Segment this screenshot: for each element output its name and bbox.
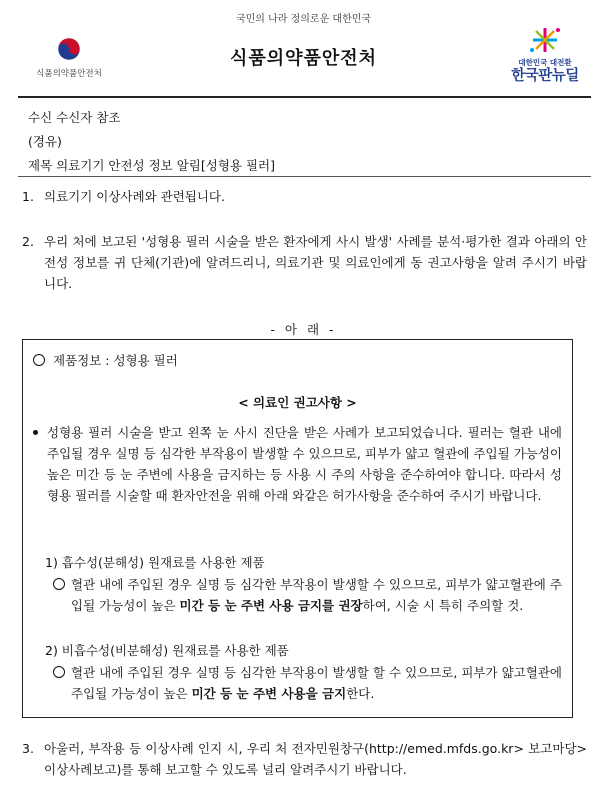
paragraph-2 [22, 231, 587, 294]
paragraph-text: 아울러, 부작용 등 이상사례 인지 시, 우리 처 전자민원창구(http://emed.mfds.go.kr> 보고마당>이상사례보고)를 통해 보고할 수 있도록 널리 알려주시기 바랍니다. [44, 741, 587, 777]
recommendation-title: < 의료인 권고사항 > [238, 395, 357, 410]
bullet-text: 성형용 필러 시술을 받고 왼쪽 눈 사시 진단을 받은 사례가 보고되었습니다. 필러는 혈관 내에 주입될 경우 실명 등 심각한 부작용이 발생할 수 있으므로, 피부가 얇고 혈관에 주입될 가능성이 높은 미간 등 눈 주변에 사용을 금지하는 등 사용 시 주의 사항을 준수하여야 합니다. 따라서 성형용 필러를 시술할 때 환자안전을 위해 아래 와같은 허가사항을 준수하여 주시기 바랍니다. [47, 425, 562, 503]
subject-divider [18, 176, 591, 177]
new-deal-subtitle: 대한민국 대전환 [518, 58, 572, 67]
item-1-text-b: 하여, 시술 시 특히 주의할 것. [362, 598, 524, 613]
product-info [33, 350, 562, 371]
circle-bullet-icon [33, 354, 45, 366]
item-1-emphasis: 미간 등 눈 주변 사용 금지를 권장 [179, 598, 363, 613]
item-2 [53, 662, 562, 704]
new-deal-sparkle-icon [525, 26, 565, 54]
item-2-title: 2) 비흡수성(비분해성) 원재료를 사용한 제품 [45, 643, 289, 658]
paragraph-text: 우리 처에 보고된 '성형용 필러 시술을 받은 환자에게 사시 발생' 사례를 분석·평가한 결과 아래의 안전성 정보를 귀 단체(기관)에 알려드리니, 의료기관 및 의료인에게 동 권고사항을 알려 주시기 바랍니다. [44, 234, 587, 291]
item-1-text-a: 혈관 내에 주입된 경우 실명 등 심각한 부작용이 발생할 수 있으므로, 피부가 얇고혈관에 주입될 가능성이 높은 [71, 577, 562, 613]
paragraph-1 [22, 186, 587, 207]
recommendation-bullet [33, 422, 562, 506]
paragraph-number: 3. [22, 741, 34, 756]
agency-title: 식품의약품안전처 [229, 48, 378, 69]
item-2-text-b: 한다. [346, 686, 375, 701]
paragraph-text: 의료기기 이상사례와 관련됩니다. [44, 189, 225, 204]
bullet-dot-icon [33, 430, 38, 435]
item-2-emphasis: 미간 등 눈 주변 사용을 금지 [191, 686, 347, 701]
product-info-text: 제품정보 : 성형용 필러 [53, 353, 178, 368]
subject-line: 제목 의료기기 안전성 정보 알림[성형용 필러] [28, 158, 275, 173]
below-marker: - 아 래 - [270, 322, 337, 337]
paragraph-3 [22, 738, 587, 780]
header-divider [18, 96, 591, 98]
item-1 [53, 574, 562, 616]
new-deal-title: 한국판뉴딜 [511, 68, 579, 84]
logo-caption: 식품의약품안전처 [36, 69, 102, 79]
recommendation-box [22, 339, 573, 718]
via-line: (경유) [28, 134, 62, 149]
item-2-text [71, 662, 562, 704]
government-slogan: 국민의 나라 정의로운 대한민국 [235, 14, 372, 25]
item-2-text-a: 혈관 내에 주입된 경우 실명 등 심각한 부작용이 발생할 할 수 있으므로, 피부가 얇고혈관에 주입될 가능성이 높은 [71, 665, 562, 701]
new-deal-logo [505, 26, 585, 84]
paragraph-number: 2. [22, 234, 34, 249]
circle-bullet-icon [53, 578, 65, 590]
recipient-line: 수신 수신자 참조 [28, 110, 121, 125]
item-1-text [71, 574, 562, 616]
item-1-title: 1) 흡수성(분해성) 원재료를 사용한 제품 [45, 555, 265, 570]
paragraph-number: 1. [22, 189, 34, 204]
circle-bullet-icon [53, 666, 65, 678]
